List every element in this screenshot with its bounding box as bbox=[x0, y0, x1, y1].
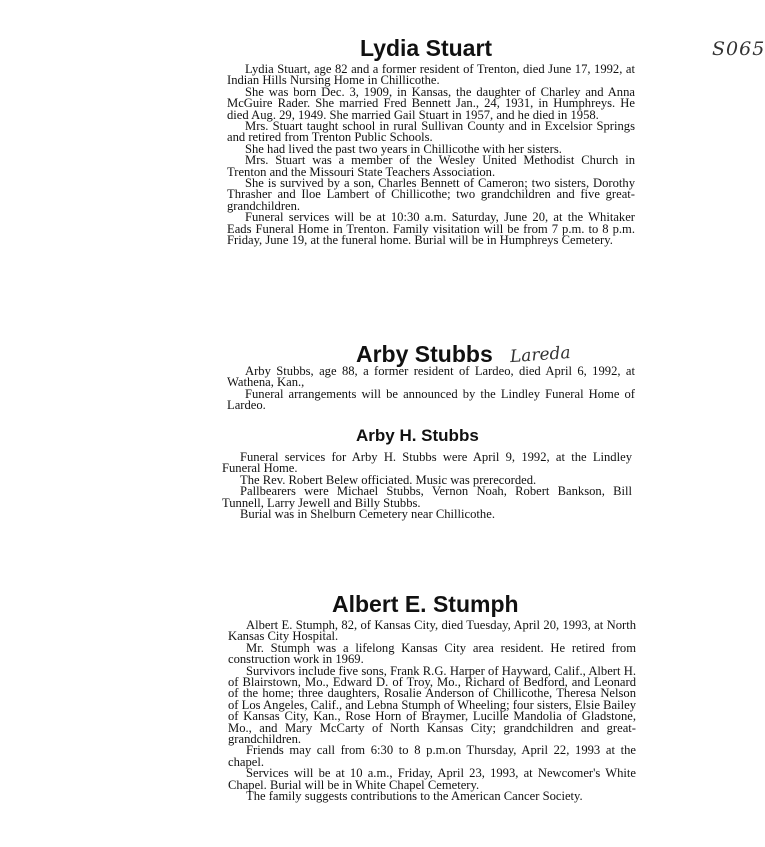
obituary-title-arby-h-stubbs: Arby H. Stubbs bbox=[356, 426, 479, 445]
paragraph: Services will be at 10 a.m., Friday, April 23, 1993, at Newcomer's White Chapel. Burial will be in White Chapel Cemetery. bbox=[228, 766, 636, 792]
obituary-body-arby-h-stubbs bbox=[222, 452, 632, 520]
paragraph: Funeral services will be at 10:30 a.m. Saturday, June 20, at the Whitaker Eads Funeral Home in Trenton. Family visitation will be from 7 p.m. to 8 p.m. Friday, June 19, at the funeral home. Burial will be in Humphreys Cemetery. bbox=[227, 210, 635, 248]
obituary-body-lydia-stuart bbox=[227, 64, 635, 247]
obituary-title-arby-stubbs: Arby Stubbs bbox=[356, 341, 493, 367]
paragraph: Lydia Stuart, age 82 and a former resident of Trenton, died June 17, 1992, at Indian Hills Nursing Home in Chillicothe. bbox=[227, 62, 635, 88]
paragraph: Pallbearers were Michael Stubbs, Vernon Noah, Robert Bankson, Bill Tunnell, Larry Jewell and Billy Stubbs. bbox=[222, 484, 632, 510]
corner-note: S065 bbox=[712, 38, 765, 60]
paragraph: Mr. Stumph was a lifelong Kansas City area resident. He retired from construction work in 1969. bbox=[228, 640, 636, 667]
paragraph: Albert E. Stumph, 82, of Kansas City, died Tuesday, April 20, 1993, at North Kansas City Hospital. bbox=[228, 618, 636, 644]
paragraph: The family suggests contributions to the American Cancer Society. bbox=[246, 789, 583, 804]
obituary-body-albert-e-stumph bbox=[228, 620, 636, 803]
paragraph: Burial was in Shelburn Cemetery near Chillicothe. bbox=[240, 507, 495, 522]
paragraph: Mrs. Stuart taught school in rural Sullivan County and in Excelsior Springs and retired from Trenton Public Schools. bbox=[227, 119, 635, 145]
paragraph: Friends may call from 6:30 to 8 p.m.on Thursday, April 22, 1993 at the chapel. bbox=[228, 743, 636, 769]
paragraph: Funeral arrangements will be announced by the Lindley Funeral Home of Lardeo. bbox=[227, 386, 635, 413]
paragraph: She had lived the past two years in Chillicothe with her sisters. bbox=[245, 141, 562, 156]
paragraph: The Rev. Robert Belew officiated. Music was prerecorded. bbox=[240, 472, 537, 487]
paragraph: Funeral services for Arby H. Stubbs were April 9, 1992, at the Lindley Funeral Home. bbox=[222, 450, 632, 476]
obituary-title-lydia-stuart: Lydia Stuart bbox=[360, 35, 493, 61]
paragraph: Mrs. Stuart was a member of the Wesley United Methodist Church in Trenton and the Missouri State Teachers Association. bbox=[227, 153, 635, 179]
paragraph: Arby Stubbs, age 88, a former resident of Lardeo, died April 6, 1992, at Wathena, Kan., bbox=[227, 364, 635, 390]
paragraph: She is survived by a son, Charles Bennett of Cameron; two sisters, Dorothy Thrasher and Iloe Lambert of Chillicothe; two grandchildren and five great-grandchildren. bbox=[227, 176, 635, 213]
obituary-body-arby-stubbs bbox=[227, 366, 635, 412]
paragraph: Survivors include five sons, Frank R.G. Harper of Hayward, Calif., Albert H. of Blairstown, Mo., Edward D. of Troy, Mo., Richard of Bedford, and Leonard of the home; three daughters, Rosalie Anderson of Chillicothe, Theresa Nelson of Los Angeles, Calif., and Lebna Stumph of Wheeling; four sisters, Elsie Bailey of Kansas City, Kan., Rose Horn of Braymer, Lucille Mandolia of Gladstone, Mo., and Mary McCarty of North Kansas City; grandchildren and great-grandchildren. bbox=[228, 663, 636, 747]
paragraph: She was born Dec. 3, 1909, in Kansas, the daughter of Charley and Anna McGuire Rader. She married Fred Bennett Jan., 24, 1931, in Humphreys. He died Aug. 29, 1949. She married Gail Stuart in 1957, and he died in 1958. bbox=[227, 84, 635, 122]
obituary-title-albert-e-stumph: Albert E. Stumph bbox=[332, 591, 519, 617]
handwritten-note: Lareda bbox=[509, 342, 572, 368]
